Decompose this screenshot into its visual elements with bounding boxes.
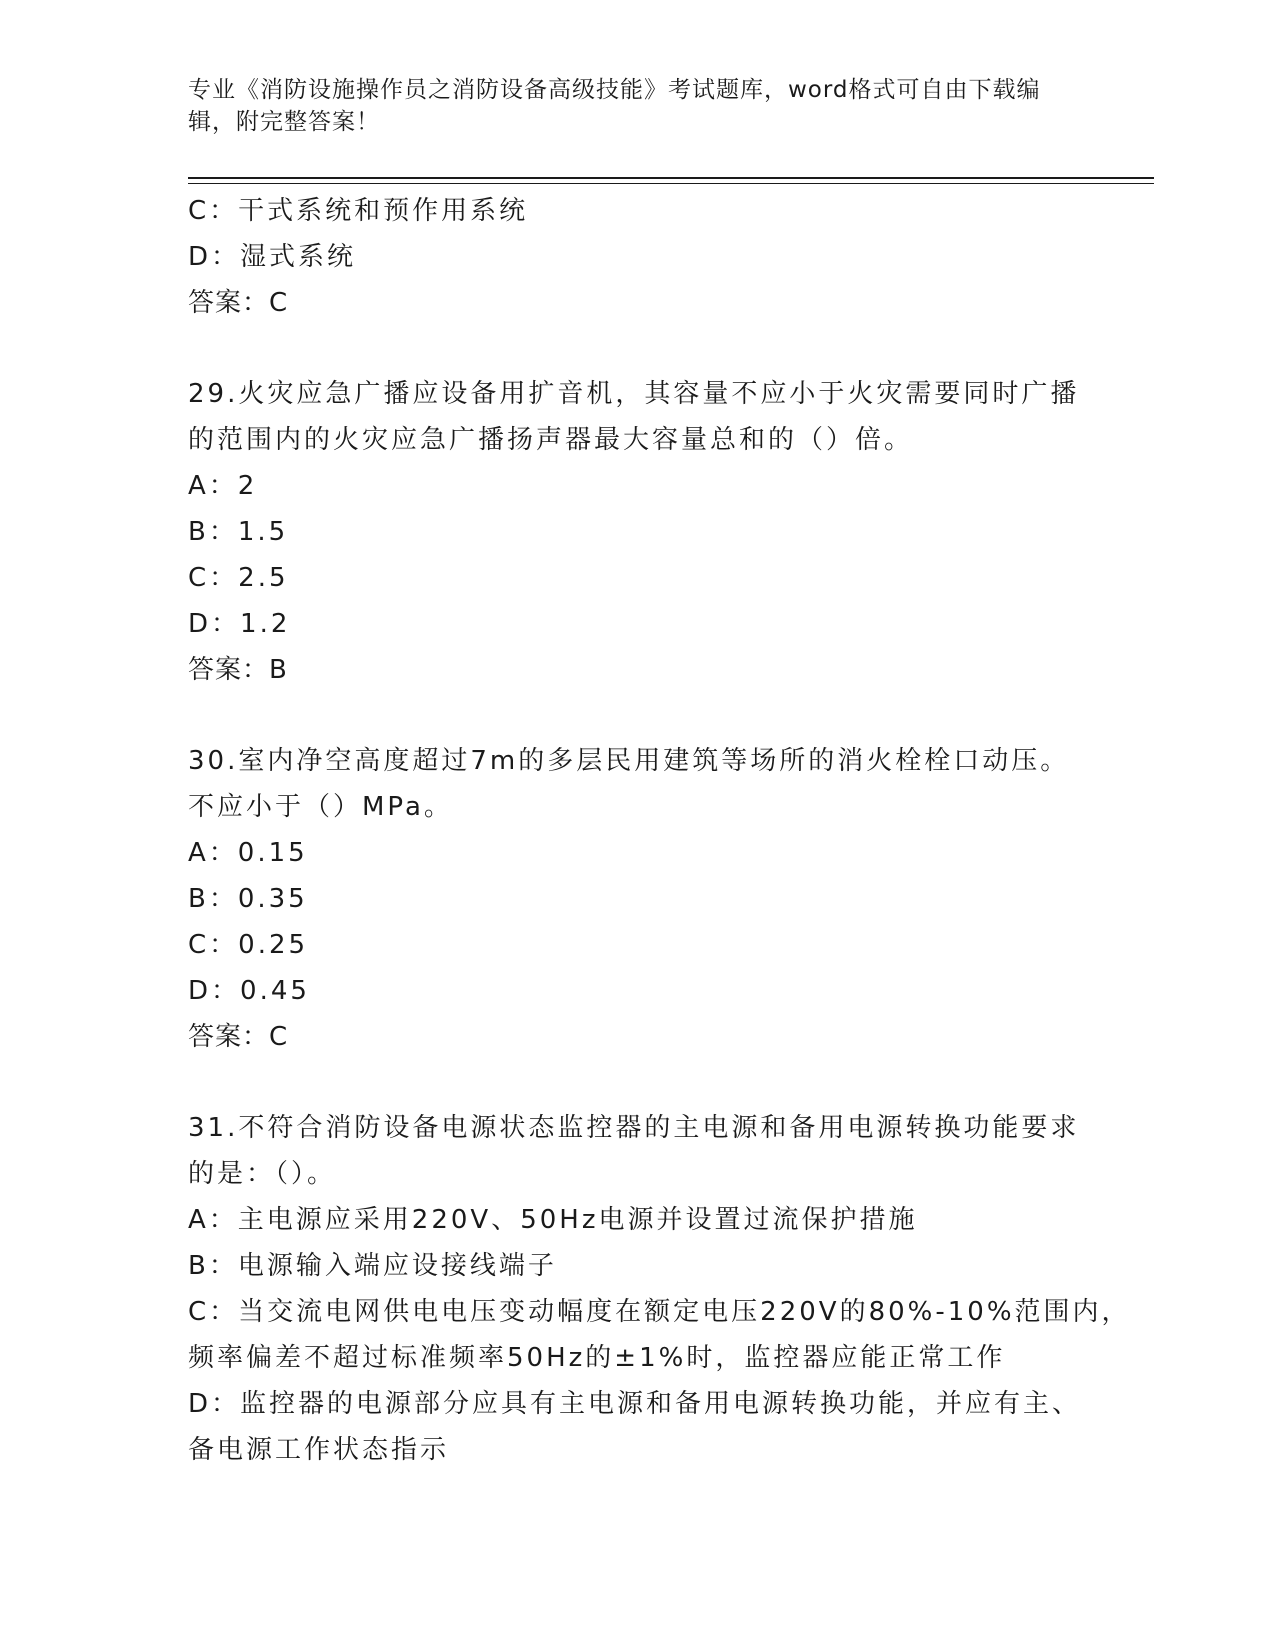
header-line-2: 辑，附完整答案！ xyxy=(188,109,380,135)
option-a: A：主电源应采用220V、50Hz电源并设置过流保护措施 xyxy=(188,1205,918,1235)
option-c: C：0.25 xyxy=(188,930,309,960)
option-a: A：0.15 xyxy=(188,838,308,868)
question-stem-line-1: 29.火灾应急广播应设备用扩音机，其容量不应小于火灾需要同时广播 xyxy=(188,379,1080,409)
spacer xyxy=(188,693,1088,738)
answer: 答案：C xyxy=(188,1022,289,1052)
option-b: B：电源输入端应设接线端子 xyxy=(188,1251,557,1281)
option-b: B：0.35 xyxy=(188,884,308,914)
option-c-line-1: C：当交流电网供电电压变动幅度在额定电压220V的80%-10%范围内， xyxy=(188,1297,1131,1327)
question-stem-line-1: 30.室内净空高度超过7m的多层民用建筑等场所的消火栓栓口动压。 xyxy=(188,746,1070,776)
document-header xyxy=(188,74,1068,138)
option-d-line-1: D：监控器的电源部分应具有主电源和备用电源转换功能，并应有主、 xyxy=(188,1389,1082,1419)
header-divider-thick xyxy=(188,177,1154,179)
question-list xyxy=(188,188,1131,1473)
question-31 xyxy=(188,1105,1131,1473)
question-stem-line-1: 31.不符合消防设备电源状态监控器的主电源和备用电源转换功能要求 xyxy=(188,1113,1080,1143)
option-d: D：湿式系统 xyxy=(188,242,357,272)
question-28-tail xyxy=(188,188,1088,326)
option-d-line-2: 备电源工作状态指示 xyxy=(188,1435,450,1465)
header-divider-thin xyxy=(188,183,1154,184)
question-29 xyxy=(188,371,1088,693)
answer: 答案：B xyxy=(188,655,288,685)
question-stem-line-2: 不应小于（）MPa。 xyxy=(188,792,453,822)
spacer xyxy=(188,326,1088,371)
option-b: B：1.5 xyxy=(188,517,289,547)
header-line-1: 专业《消防设施操作员之消防设备高级技能》考试题库，word格式可自由下载编 xyxy=(188,77,1041,103)
question-30 xyxy=(188,738,1088,1060)
option-c: C：2.5 xyxy=(188,563,289,593)
option-d: D：1.2 xyxy=(188,609,291,639)
option-c: C：干式系统和预作用系统 xyxy=(188,196,529,226)
option-c-line-2: 频率偏差不超过标准频率50Hz的±1%时，监控器应能正常工作 xyxy=(188,1343,1006,1373)
question-stem-line-2: 的是：（）。 xyxy=(188,1159,337,1189)
question-stem-line-2: 的范围内的火灾应急广播扬声器最大容量总和的（）倍。 xyxy=(188,425,914,455)
answer: 答案：C xyxy=(188,288,289,318)
spacer xyxy=(188,1060,1088,1105)
option-d: D：0.45 xyxy=(188,976,310,1006)
option-a: A：2 xyxy=(188,471,258,501)
